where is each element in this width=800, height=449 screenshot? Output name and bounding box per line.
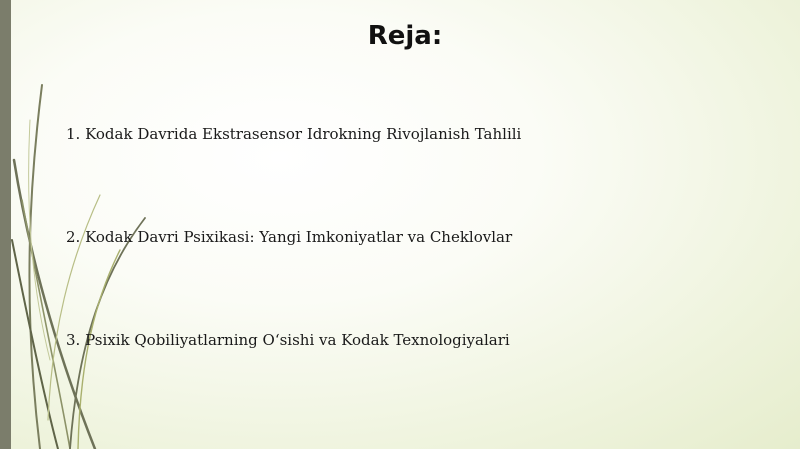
agenda-item-3: 3. Psixik Qobiliyatlarning O‘sishi va Kodak Texnologiyalari (66, 331, 510, 349)
agenda-item-2: 2. Kodak Davri Psixikasi: Yangi Imkoniyatlar va Cheklovlar (66, 228, 513, 246)
agenda-item-1: 1. Kodak Davrida Ekstrasensor Idrokning Rivojlanish Tahlili (66, 125, 522, 143)
slide-title: Reja: (367, 21, 443, 51)
